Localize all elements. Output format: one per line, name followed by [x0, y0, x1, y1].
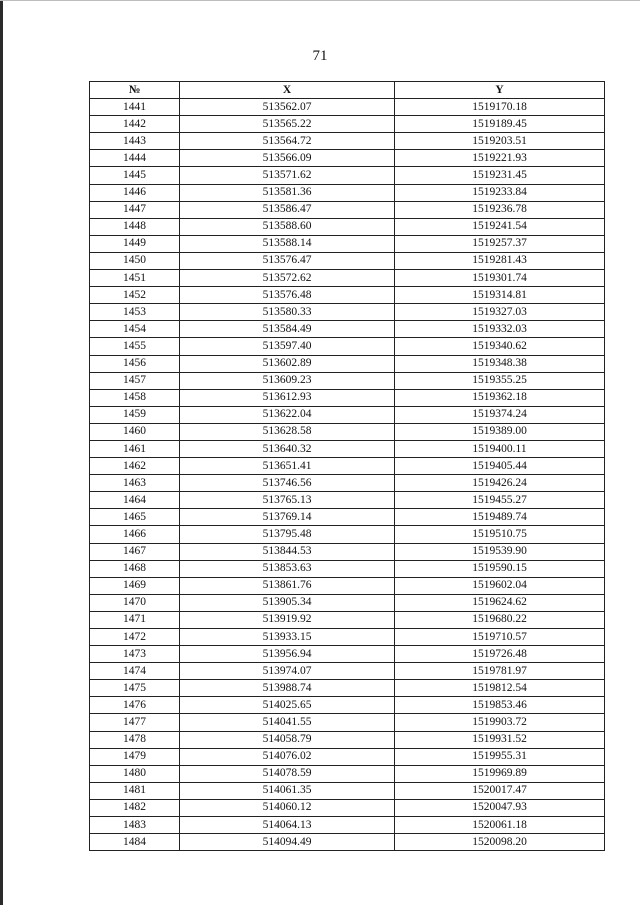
point-number: 1448 [90, 218, 180, 235]
coordinate-y: 1519189.45 [395, 116, 605, 133]
coordinate-x: 513576.48 [180, 287, 395, 304]
table-row [90, 646, 605, 663]
coordinate-x: 513765.13 [180, 492, 395, 509]
coordinate-x: 513572.62 [180, 270, 395, 287]
coordinate-y: 1519203.51 [395, 133, 605, 150]
coordinate-x: 513905.34 [180, 594, 395, 611]
point-number: 1483 [90, 817, 180, 834]
coordinate-y: 1519362.18 [395, 389, 605, 406]
coordinate-x: 513566.09 [180, 150, 395, 167]
table-row [90, 99, 605, 116]
point-number: 1451 [90, 270, 180, 287]
point-number: 1475 [90, 680, 180, 697]
table-row [90, 423, 605, 440]
coordinate-y: 1519340.62 [395, 338, 605, 355]
coordinate-x: 514076.02 [180, 748, 395, 765]
table-row [90, 663, 605, 680]
coordinate-y: 1519314.81 [395, 287, 605, 304]
table-row [90, 577, 605, 594]
coordinate-x: 513581.36 [180, 184, 395, 201]
table-header [90, 82, 605, 99]
table-row [90, 304, 605, 321]
coordinate-x: 513622.04 [180, 406, 395, 423]
point-number: 1471 [90, 611, 180, 628]
point-number: 1484 [90, 834, 180, 851]
coordinate-y: 1519400.11 [395, 440, 605, 457]
coordinate-x: 513795.48 [180, 526, 395, 543]
point-number: 1479 [90, 748, 180, 765]
table-row [90, 543, 605, 560]
coordinate-x: 513576.47 [180, 252, 395, 269]
table-row [90, 697, 605, 714]
point-number: 1446 [90, 184, 180, 201]
coordinate-x: 513933.15 [180, 629, 395, 646]
coordinate-y: 1519233.84 [395, 184, 605, 201]
point-number: 1462 [90, 458, 180, 475]
point-number: 1469 [90, 577, 180, 594]
coordinate-y: 1519931.52 [395, 731, 605, 748]
table-body [90, 99, 605, 851]
scan-edge-left [0, 0, 3, 905]
coordinate-y: 1520061.18 [395, 817, 605, 834]
coordinate-y: 1519602.04 [395, 577, 605, 594]
point-number: 1452 [90, 287, 180, 304]
coordinate-y: 1519257.37 [395, 235, 605, 252]
coordinate-x: 513586.47 [180, 201, 395, 218]
coordinate-y: 1519426.24 [395, 475, 605, 492]
coordinate-x: 513588.60 [180, 218, 395, 235]
coordinate-y: 1519301.74 [395, 270, 605, 287]
point-number: 1455 [90, 338, 180, 355]
table-row [90, 321, 605, 338]
table-row [90, 817, 605, 834]
point-number: 1459 [90, 406, 180, 423]
table-row [90, 834, 605, 851]
point-number: 1458 [90, 389, 180, 406]
table-row [90, 252, 605, 269]
coordinate-x: 513597.40 [180, 338, 395, 355]
coordinate-x: 513612.93 [180, 389, 395, 406]
coordinates-table [89, 81, 605, 851]
table-row [90, 680, 605, 697]
point-number: 1470 [90, 594, 180, 611]
table-row [90, 731, 605, 748]
coordinate-x: 513746.56 [180, 475, 395, 492]
coordinate-x: 513956.94 [180, 646, 395, 663]
table-row [90, 218, 605, 235]
table-row [90, 150, 605, 167]
table-row [90, 116, 605, 133]
point-number: 1460 [90, 423, 180, 440]
point-number: 1449 [90, 235, 180, 252]
table-row [90, 372, 605, 389]
table-row [90, 458, 605, 475]
point-number: 1466 [90, 526, 180, 543]
table-row [90, 509, 605, 526]
coordinate-y: 1519489.74 [395, 509, 605, 526]
coordinate-x: 514094.49 [180, 834, 395, 851]
table-row [90, 782, 605, 799]
coordinate-y: 1520017.47 [395, 782, 605, 799]
coordinate-x: 513571.62 [180, 167, 395, 184]
coordinate-y: 1519374.24 [395, 406, 605, 423]
coordinate-y: 1519955.31 [395, 748, 605, 765]
coordinate-y: 1519389.00 [395, 423, 605, 440]
coordinate-y: 1519231.45 [395, 167, 605, 184]
point-number: 1467 [90, 543, 180, 560]
point-number: 1445 [90, 167, 180, 184]
table-row [90, 475, 605, 492]
table-row [90, 594, 605, 611]
point-number: 1480 [90, 765, 180, 782]
table-row [90, 629, 605, 646]
coordinate-x: 513853.63 [180, 560, 395, 577]
coordinate-x: 513562.07 [180, 99, 395, 116]
table-row [90, 611, 605, 628]
coordinate-x: 514058.79 [180, 731, 395, 748]
point-number: 1444 [90, 150, 180, 167]
point-number: 1454 [90, 321, 180, 338]
point-number: 1465 [90, 509, 180, 526]
table-row [90, 184, 605, 201]
coordinate-y: 1519281.43 [395, 252, 605, 269]
point-number: 1476 [90, 697, 180, 714]
coordinate-x: 513602.89 [180, 355, 395, 372]
coordinate-x: 513628.58 [180, 423, 395, 440]
point-number: 1473 [90, 646, 180, 663]
coordinate-y: 1519332.03 [395, 321, 605, 338]
table-row [90, 133, 605, 150]
coordinate-x: 513609.23 [180, 372, 395, 389]
point-number: 1482 [90, 799, 180, 816]
coordinate-y: 1519236.78 [395, 201, 605, 218]
header-x: X [180, 82, 395, 99]
coordinate-x: 513564.72 [180, 133, 395, 150]
coordinate-x: 514041.55 [180, 714, 395, 731]
table-row [90, 560, 605, 577]
coordinate-y: 1519405.44 [395, 458, 605, 475]
table-row [90, 748, 605, 765]
point-number: 1453 [90, 304, 180, 321]
coordinate-y: 1519781.97 [395, 663, 605, 680]
table-row [90, 714, 605, 731]
point-number: 1472 [90, 629, 180, 646]
coordinate-y: 1519853.46 [395, 697, 605, 714]
coordinate-x: 513588.14 [180, 235, 395, 252]
table-row [90, 235, 605, 252]
point-number: 1450 [90, 252, 180, 269]
coordinate-x: 514061.35 [180, 782, 395, 799]
point-number: 1461 [90, 440, 180, 457]
page-number: 71 [312, 48, 328, 64]
coordinate-x: 514060.12 [180, 799, 395, 816]
point-number: 1468 [90, 560, 180, 577]
coordinate-y: 1519680.22 [395, 611, 605, 628]
coordinate-x: 513584.49 [180, 321, 395, 338]
coordinate-y: 1520098.20 [395, 834, 605, 851]
table-row [90, 799, 605, 816]
coordinate-y: 1519624.62 [395, 594, 605, 611]
header-y: Y [395, 82, 605, 99]
point-number: 1443 [90, 133, 180, 150]
table-row [90, 526, 605, 543]
coordinate-x: 513861.76 [180, 577, 395, 594]
table-row [90, 406, 605, 423]
coordinate-x: 513651.41 [180, 458, 395, 475]
coordinate-x: 513640.32 [180, 440, 395, 457]
coordinate-y: 1519348.38 [395, 355, 605, 372]
table-row [90, 287, 605, 304]
table-row [90, 440, 605, 457]
coordinate-x: 514078.59 [180, 765, 395, 782]
coordinate-y: 1519539.90 [395, 543, 605, 560]
coordinate-y: 1519510.75 [395, 526, 605, 543]
table-row [90, 338, 605, 355]
coordinate-y: 1519170.18 [395, 99, 605, 116]
coordinate-y: 1520047.93 [395, 799, 605, 816]
header-row [90, 82, 605, 99]
table-row [90, 389, 605, 406]
point-number: 1481 [90, 782, 180, 799]
point-number: 1456 [90, 355, 180, 372]
point-number: 1464 [90, 492, 180, 509]
coordinate-y: 1519221.93 [395, 150, 605, 167]
table-row [90, 355, 605, 372]
coordinate-y: 1519726.48 [395, 646, 605, 663]
point-number: 1442 [90, 116, 180, 133]
coordinate-y: 1519710.57 [395, 629, 605, 646]
coordinate-x: 513565.22 [180, 116, 395, 133]
coordinate-y: 1519969.89 [395, 765, 605, 782]
table-row [90, 201, 605, 218]
coordinate-x: 513844.53 [180, 543, 395, 560]
scan-edge-top [0, 0, 640, 1]
point-number: 1477 [90, 714, 180, 731]
point-number: 1463 [90, 475, 180, 492]
point-number: 1478 [90, 731, 180, 748]
table-row [90, 167, 605, 184]
coordinate-x: 513580.33 [180, 304, 395, 321]
coordinate-x: 513988.74 [180, 680, 395, 697]
coordinate-y: 1519355.25 [395, 372, 605, 389]
coordinate-x: 513919.92 [180, 611, 395, 628]
point-number: 1474 [90, 663, 180, 680]
coordinate-x: 513769.14 [180, 509, 395, 526]
point-number: 1447 [90, 201, 180, 218]
coordinate-y: 1519590.15 [395, 560, 605, 577]
coordinate-y: 1519455.27 [395, 492, 605, 509]
table-row [90, 765, 605, 782]
point-number: 1441 [90, 99, 180, 116]
table-row [90, 270, 605, 287]
coordinate-y: 1519241.54 [395, 218, 605, 235]
coordinate-y: 1519327.03 [395, 304, 605, 321]
coordinate-x: 513974.07 [180, 663, 395, 680]
point-number: 1457 [90, 372, 180, 389]
coordinate-y: 1519903.72 [395, 714, 605, 731]
coordinate-x: 514064.13 [180, 817, 395, 834]
header-number: № [90, 82, 180, 99]
table-row [90, 492, 605, 509]
coordinate-y: 1519812.54 [395, 680, 605, 697]
coordinate-x: 514025.65 [180, 697, 395, 714]
